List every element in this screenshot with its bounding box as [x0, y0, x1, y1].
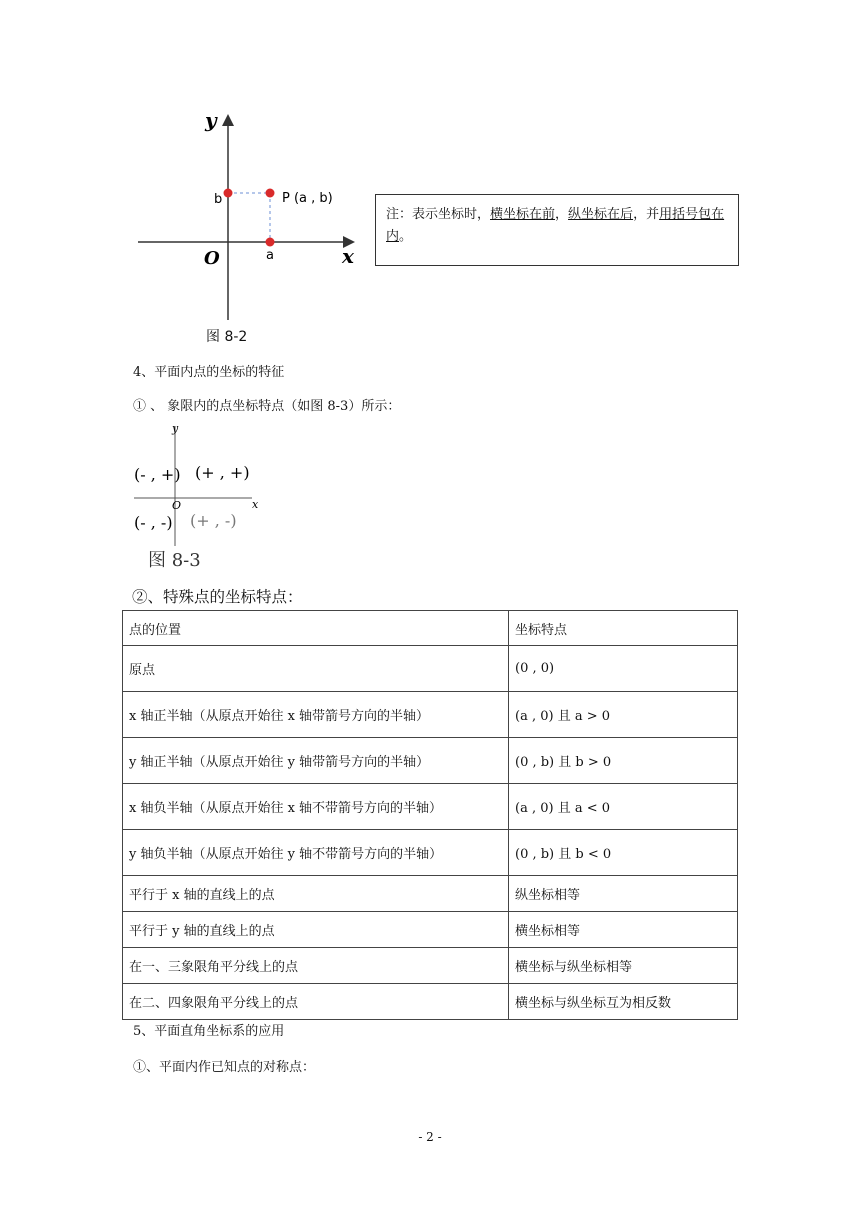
point-a [266, 238, 275, 247]
origin-label: O [172, 499, 182, 512]
section-5-item-1: ①、平面内作已知点的对称点： [133, 1060, 316, 1075]
quadrant-figure-8-3 [130, 418, 270, 568]
section-4-item-1: ① 、 象限内的点坐标特点（如图 8-3）所示： [133, 399, 401, 414]
table-row [123, 784, 738, 830]
note-part2: 纵坐标在后 [568, 207, 634, 222]
note-end: 。 [399, 229, 413, 244]
row-position: 在一、三象限角平分线上的点 [123, 948, 509, 984]
row-feature: (0 , b) 且 b > 0 [509, 738, 738, 784]
header-position: 点的位置 [123, 611, 509, 646]
point-b [224, 189, 233, 198]
point-p [266, 189, 275, 198]
header-feature: 坐标特点 [509, 611, 738, 646]
row-position: 在二、四象限角平分线上的点 [123, 984, 509, 1020]
row-position: y 轴正半轴（从原点开始往 y 轴带箭号方向的半轴） [123, 738, 509, 784]
note-prefix: 注：表示坐标时， [386, 207, 491, 222]
note-sep: ， [555, 207, 569, 222]
table-row [123, 646, 738, 692]
table-row [123, 876, 738, 912]
section-5-title: 5、平面直角坐标系的应用 [133, 1024, 285, 1039]
figure-8-2 [130, 105, 370, 345]
row-position: 平行于 x 轴的直线上的点 [123, 876, 509, 912]
row-feature: 横坐标与纵坐标相等 [509, 948, 738, 984]
row-feature: 横坐标与纵坐标互为相反数 [509, 984, 738, 1020]
x-axis-label: x [342, 244, 354, 268]
coordinate-figure-8-2 [130, 105, 370, 345]
table-row [123, 984, 738, 1020]
a-label: a [266, 248, 274, 263]
figure-8-2-caption: 图 8-2 [206, 329, 248, 345]
row-feature: (0 , b) 且 b < 0 [509, 830, 738, 876]
origin-label: O [204, 248, 220, 269]
table-row [123, 830, 738, 876]
page-number: - 2 - [418, 1130, 442, 1144]
row-position: x 轴正半轴（从原点开始往 x 轴带箭号方向的半轴） [123, 692, 509, 738]
note-part1: 横坐标在前 [490, 207, 556, 222]
note-part3: 用括号包在内 [386, 207, 725, 244]
quadrant-2-sign: (- , +) [134, 465, 181, 484]
x-axis-label: x [252, 498, 259, 511]
table-row [123, 692, 738, 738]
row-position: 原点 [123, 646, 509, 692]
point-p-label: P (a , b) [282, 191, 333, 206]
row-position: x 轴负半轴（从原点开始往 x 轴不带箭号方向的半轴） [123, 784, 509, 830]
row-feature: (0 , 0) [509, 646, 738, 692]
y-axis-label: y [172, 422, 179, 435]
row-feature: (a , 0) 且 a > 0 [509, 692, 738, 738]
note-box [375, 194, 739, 266]
table-header-row [123, 611, 738, 646]
table-row [123, 912, 738, 948]
section-4-title: 4、平面内点的坐标的特征 [133, 365, 285, 380]
row-feature: (a , 0) 且 a < 0 [509, 784, 738, 830]
row-position: 平行于 y 轴的直线上的点 [123, 912, 509, 948]
y-axis-label: y [205, 108, 217, 132]
row-position: y 轴负半轴（从原点开始往 y 轴不带箭号方向的半轴） [123, 830, 509, 876]
figure-8-3 [130, 418, 270, 568]
row-feature: 横坐标相等 [509, 912, 738, 948]
figure-8-3-caption: 图 8-3 [148, 550, 201, 568]
row-feature: 纵坐标相等 [509, 876, 738, 912]
quadrant-3-sign: (- , -) [134, 513, 173, 532]
special-points-title: ②、特殊点的坐标特点： [132, 588, 303, 606]
quadrant-1-sign: (+ , +) [195, 463, 250, 482]
table-row [123, 948, 738, 984]
b-label: b [214, 192, 223, 207]
special-points-table [122, 610, 738, 1020]
table-row [123, 738, 738, 784]
note-mid: ，并 [633, 207, 660, 222]
quadrant-4-sign: (+ , -) [190, 511, 237, 530]
